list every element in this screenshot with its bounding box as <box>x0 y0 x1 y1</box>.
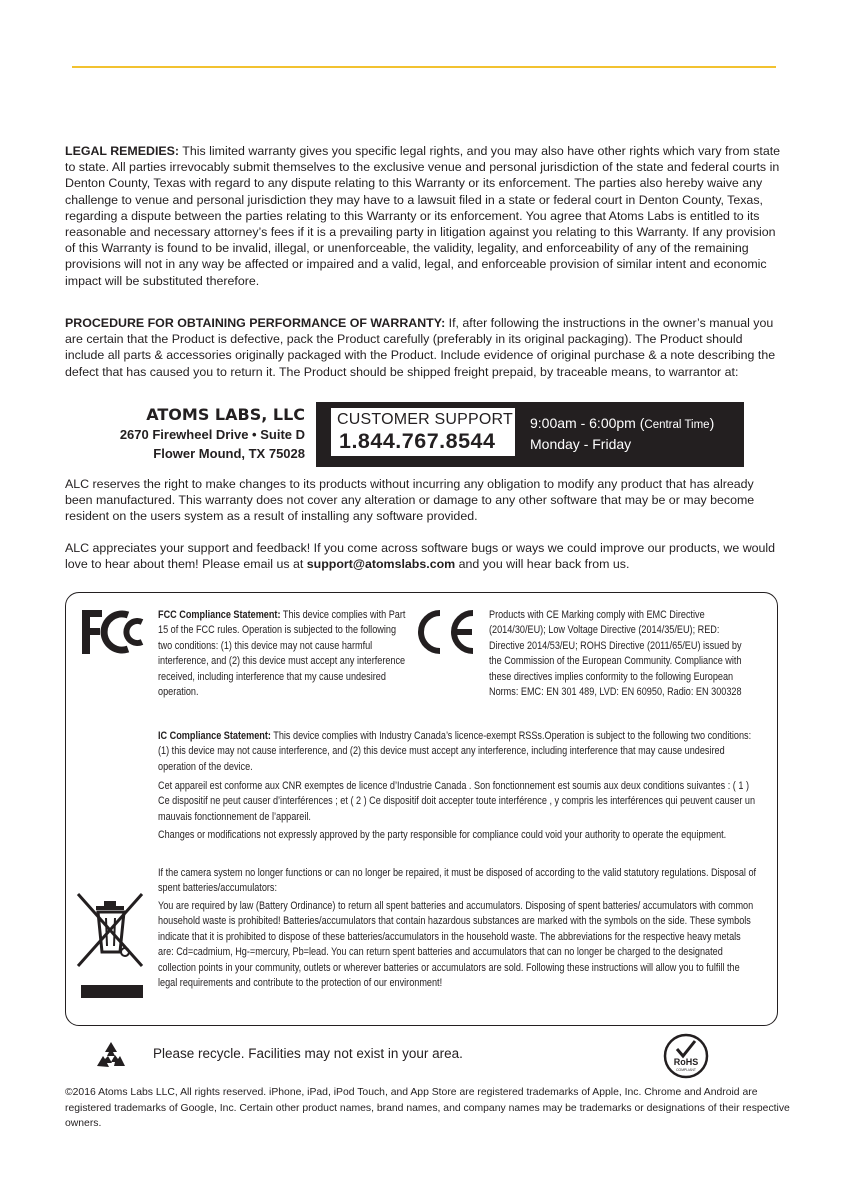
company-name: ATOMS LABS, LLC <box>146 405 305 424</box>
support-days: Monday - Friday <box>530 436 632 452</box>
ic-body: This device complies with Industry Canada’s licence-exempt RSSs.Operation is subject to the following two conditions: (1) this device may not cause interference, and (2) this device must accept any interference, including interference that may cause undesired operation of the device. <box>158 730 752 773</box>
support-hours <box>530 414 714 454</box>
reserves-paragraph: ALC reserves the right to make changes to its products without incurring any obligation to modify any product that has already been manufactured. This warranty does not cover any alteration or damage to any other software that may be or may become resident on the users system as a result of installing any software provided. <box>65 477 755 524</box>
procedure-paragraph <box>65 315 781 380</box>
rohs-sublabel: COMPLIANT <box>676 1068 696 1072</box>
fcc-statement <box>158 608 408 700</box>
fcc-body: This device complies with Part 15 of the FCC rules. Operation is subjected to the following two conditions: (1) this device may not cause harmful interference, and (2) this device must accept any interference received, including interference that my cause undesired operation. <box>158 609 406 699</box>
weee-bar <box>81 985 143 998</box>
french-statement: Cet appareil est conforme aux CNR exemptes de licence d’Industrie Canada . Son fonctionnement est soumis aux deux conditions suivantes : ( 1 ) Ce dispositif ne peut causer d’interférences ; et ( 2 ) Ce dispositif doit accepter toute interférence , y compris les interférences qui peuvent causer un mauvais fonctionnement de l’appareil. <box>158 780 756 823</box>
header-rule <box>72 66 776 68</box>
support-hours-close: ) <box>709 415 715 431</box>
support-hours-time: 9:00am - 6:00pm ( <box>530 415 645 431</box>
disposal-statement: If the camera system no longer functions or can no longer be repaired, it must be disposed of according to the valid statutory regulations. Disposal of spent batteries/accumulators: <box>158 867 757 895</box>
feedback-text: ALC appreciates your support and feedback! If you come across software bugs or ways we could improve our products, we would love to hear about them! Please email us at <box>65 541 776 572</box>
feedback-tail: and you will hear back from us. <box>455 557 630 572</box>
recycle-icon <box>94 1039 128 1073</box>
battery-law-statement: You are required by law (Battery Ordinance) to return all spent batteries and accumulators. Disposing of spent batteries/ accumulators with common household waste is prohibited! Batteries/accumulators that contain hazardous substances are marked with the symbols on the side. These symbols indicate that it is prohibited to dispose of these batteries/accumulators in the household waste. The abbreviations for the respective heavy metals are: Cd=cadmium, Hg-=mercury, Pb=lead. You can return spent batteries and accumulators that can no longer be charged to the designated collection points in your community, outlets or wherever batteries or accumulators are sold. Following these instructions will allow you to fulfill the legal requirements and contribute to the protection of our environment! <box>158 900 754 990</box>
feedback-paragraph <box>65 540 781 572</box>
address-line-2: Flower Mound, TX 75028 <box>153 446 305 461</box>
customer-support-label: CUSTOMER SUPPORT <box>337 411 513 428</box>
address-line-1: 2670 Firewheel Drive • Suite D <box>119 427 305 442</box>
legal-remedies-text: This limited warranty gives you specific legal rights, and you may also have other rights which vary from state to state. All parties irrevocably submit themselves to the exclusive venue and personal jurisdiction of the state and federal courts in Denton County, Texas with regard to any dispute relating to this Warranty or its enforcement. The parties also hereby waive any challenge to venue and personal jurisdiction they may have to a lawsuit filed in a state or federal court in Denton County, Texas, regarding a dispute between the parties relating to this Warranty or its enforcement. You agree that Atoms Labs is entitled to its reasonable and necessary attorney’s fees if it is a prevailing party in litigation against you relating to this Warranty. If any provision of this Warranty is found to be invalid, illegal, or unenforceable, the validity, legality, and enforceability of any of the remaining provisions will not in any way be affected or impaired and a valid, legal, and enforceable provision of similar intent and economic impact will be substituted therefore. <box>65 144 781 288</box>
support-email-link[interactable]: support@atomslabs.com <box>306 557 456 572</box>
fcc-heading: FCC Compliance Statement: <box>158 609 281 621</box>
rohs-label: RoHS <box>673 1057 699 1067</box>
warrantor-address <box>120 405 305 463</box>
changes-statement: Changes or modifications not expressly approved by the party responsible for compliance could void your authority to operate the equipment. <box>158 829 727 841</box>
ce-statement: Products with CE Marking comply with EMC Directive (2014/30/EU); Low Voltage Directive (2014/35/EU); RED: Directive 2014/53/EU; ROHS Directive (2011/65/EU) issued by the Commission of the European Community. Compliance with these directives implies conformity to the following European Norms: EMC: EN 301 489, LVD: EN 60950, Radio: EN 300328 <box>489 609 742 699</box>
support-phone[interactable]: 1.844.767.8544 <box>339 429 496 453</box>
customer-support-box <box>331 408 515 456</box>
procedure-heading: PROCEDURE FOR OBTAINING PERFORMANCE OF WARRANTY: <box>65 316 446 330</box>
crossed-bin-icon <box>74 890 146 970</box>
rohs-badge-icon <box>663 1033 709 1079</box>
ic-statement <box>158 729 758 775</box>
ic-heading: IC Compliance Statement: <box>158 730 271 742</box>
fcc-logo-icon <box>80 608 148 656</box>
legal-remedies-heading: LEGAL REMEDIES: <box>65 144 180 158</box>
support-timezone: Central Time <box>644 419 710 431</box>
legal-remedies-paragraph <box>65 143 781 289</box>
recycle-notice: Please recycle. Facilities may not exist in your area. <box>153 1046 463 1061</box>
ce-mark-icon <box>413 608 477 656</box>
copyright-notice: ©2016 Atoms Labs LLC, All rights reserved. iPhone, iPad, iPod Touch, and App Store are registered trademarks of Apple, Inc. Chrome and Android are registered trademarks of Google, Inc. Certain other product names, brand names, and company names may be trademarks or designations of their respective owners. <box>65 1087 790 1129</box>
procedure-text: If, after following the instructions in the owner’s manual you are certain that the Product is defective, pack the Product carefully (preferably in its original packaging). The Product should include all parts & accessories originally packaged with the Product. Include evidence of original purchase & a note describing the defect that has caused you to return it. The Product should be shipped freight prepaid, by traceable means, to warrantor at: <box>65 316 776 379</box>
